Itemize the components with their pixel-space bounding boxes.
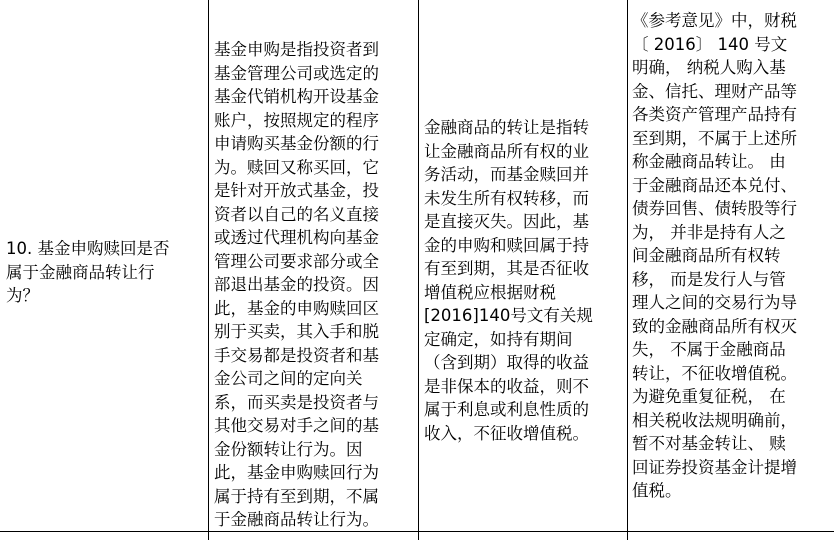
cell-text-line: 值税。 <box>632 481 682 500</box>
cell-text-line: 〔 2016〕 140 号文 <box>632 34 788 54</box>
cell-text-line: 转让，不征收增值税。 <box>632 363 797 383</box>
cell-text-line: 各类资产管理产品持有 <box>632 105 797 124</box>
column-divider <box>627 0 628 540</box>
cell-text-line: 金公司之间的定向关 <box>214 369 363 388</box>
cell-text-line: 理人之间的交易行为导 <box>632 293 797 312</box>
cell-text-line: 管理公司要求部分或全 <box>214 251 379 271</box>
cell-text-line: 属于金融商品转让行 <box>6 262 155 282</box>
cell-text-line: 是非保本的收益，则不 <box>424 376 589 396</box>
cell-text-line: 手交易都是投资者和基 <box>214 345 379 365</box>
cell-text-line: 相关税收法规明确前， <box>632 410 797 430</box>
cell-text-line: 债券回售、债转股等行 <box>632 199 797 218</box>
cell-text-line: 基金管理公司或选定的 <box>214 63 379 83</box>
cell-text-line: 此，基金的申购赎回区 <box>214 298 379 318</box>
cell-text-line: （含到期）取得的收益 <box>424 353 589 372</box>
cell-text-line: 金份额转让行为。因 <box>214 439 363 459</box>
cell-text-line: 基金代销机构开设基金 <box>214 87 379 106</box>
cell-text-line: 为， 并非是持有人之 <box>632 222 786 242</box>
cell-text-line: 金的申购和赎回属于持 <box>424 235 589 255</box>
cell-text-line: 增值税应根据财税 <box>424 282 556 302</box>
cell-text-line: 属于利息或利息性质的 <box>424 400 589 419</box>
cell-text-line: 明确， 纳税人购入基 <box>632 58 786 77</box>
reference-cell <box>632 9 834 503</box>
cell-text-line: 称金融商品转让。 由 <box>632 152 786 171</box>
cell-text-line: 申请购买基金份额的行 <box>214 134 379 153</box>
cell-text-line: 移， 而是发行人与管 <box>632 269 786 289</box>
column-divider <box>418 0 419 540</box>
cell-text-line: [2016]140号文有关规 <box>424 306 593 325</box>
cell-text-line: 于金融商品转让行为。 <box>214 510 379 529</box>
cell-text-line: 收入，不征收增值税。 <box>424 423 589 443</box>
cell-text-line: 致的金融商品所有权灭 <box>632 316 797 336</box>
cell-text-line: 金、信托、理财产品等 <box>632 81 797 101</box>
cell-text-line: 是直接灭失。因此，基 <box>424 212 589 231</box>
cell-text-line: 系，而买卖是投资者与 <box>214 392 379 412</box>
cell-text-line: 有至到期，其是否征收 <box>424 259 589 278</box>
cell-text-line: 失， 不属于金融商品 <box>632 340 786 359</box>
question-cell <box>6 237 206 308</box>
cell-text-line: 或透过代理机构向基金 <box>214 228 379 247</box>
cell-text-line: 至到期，不属于上述所 <box>632 128 797 148</box>
cell-text-line: 定确定，如持有期间 <box>424 329 573 349</box>
cell-text-line: 未发生所有权转移，而 <box>424 188 589 208</box>
cell-text-line: 是针对开放式基金，投 <box>214 181 379 200</box>
cell-text-line: 账户，按照规定的程序 <box>214 110 379 130</box>
column-divider <box>208 0 209 540</box>
cell-text-line: 部退出基金的投资。因 <box>214 275 379 294</box>
cell-text-line: 间金融商品所有权转 <box>632 246 781 265</box>
cell-text-line: 10. 基金申购赎回是否 <box>6 239 170 258</box>
cell-text-line: 务活动，而基金赎回并 <box>424 165 589 184</box>
cell-text-line: 为。赎回又称买回，它 <box>214 157 379 177</box>
cell-text-line: 回证券投资基金计提增 <box>632 457 797 477</box>
cell-text-line: 此，基金申购赎回行为 <box>214 463 379 482</box>
cell-text-line: 让金融商品所有权的业 <box>424 141 589 161</box>
cell-text-line: 资者以自己的名义直接 <box>214 204 379 224</box>
cell-text-line: 属于持有至到期，不属 <box>214 486 379 506</box>
cell-text-line: 基金申购是指投资者到 <box>214 40 379 59</box>
cell-text-line: 其他交易对手之间的基 <box>214 416 379 435</box>
cell-text-line: 金融商品的转让是指转 <box>424 118 589 137</box>
cell-text-line: 《参考意见》中，财税 <box>632 11 797 30</box>
cell-text-line: 为避免重复征税， 在 <box>632 387 786 406</box>
cell-text-line: 别于买卖，其入手和脱 <box>214 322 379 341</box>
definition-cell <box>214 38 418 532</box>
analysis-cell <box>424 116 627 445</box>
cell-text-line: 于金融商品还本兑付、 <box>632 175 797 195</box>
cell-text-line: 为？ <box>6 286 39 305</box>
cell-text-line: 暂不对基金转让、 赎 <box>632 434 786 453</box>
